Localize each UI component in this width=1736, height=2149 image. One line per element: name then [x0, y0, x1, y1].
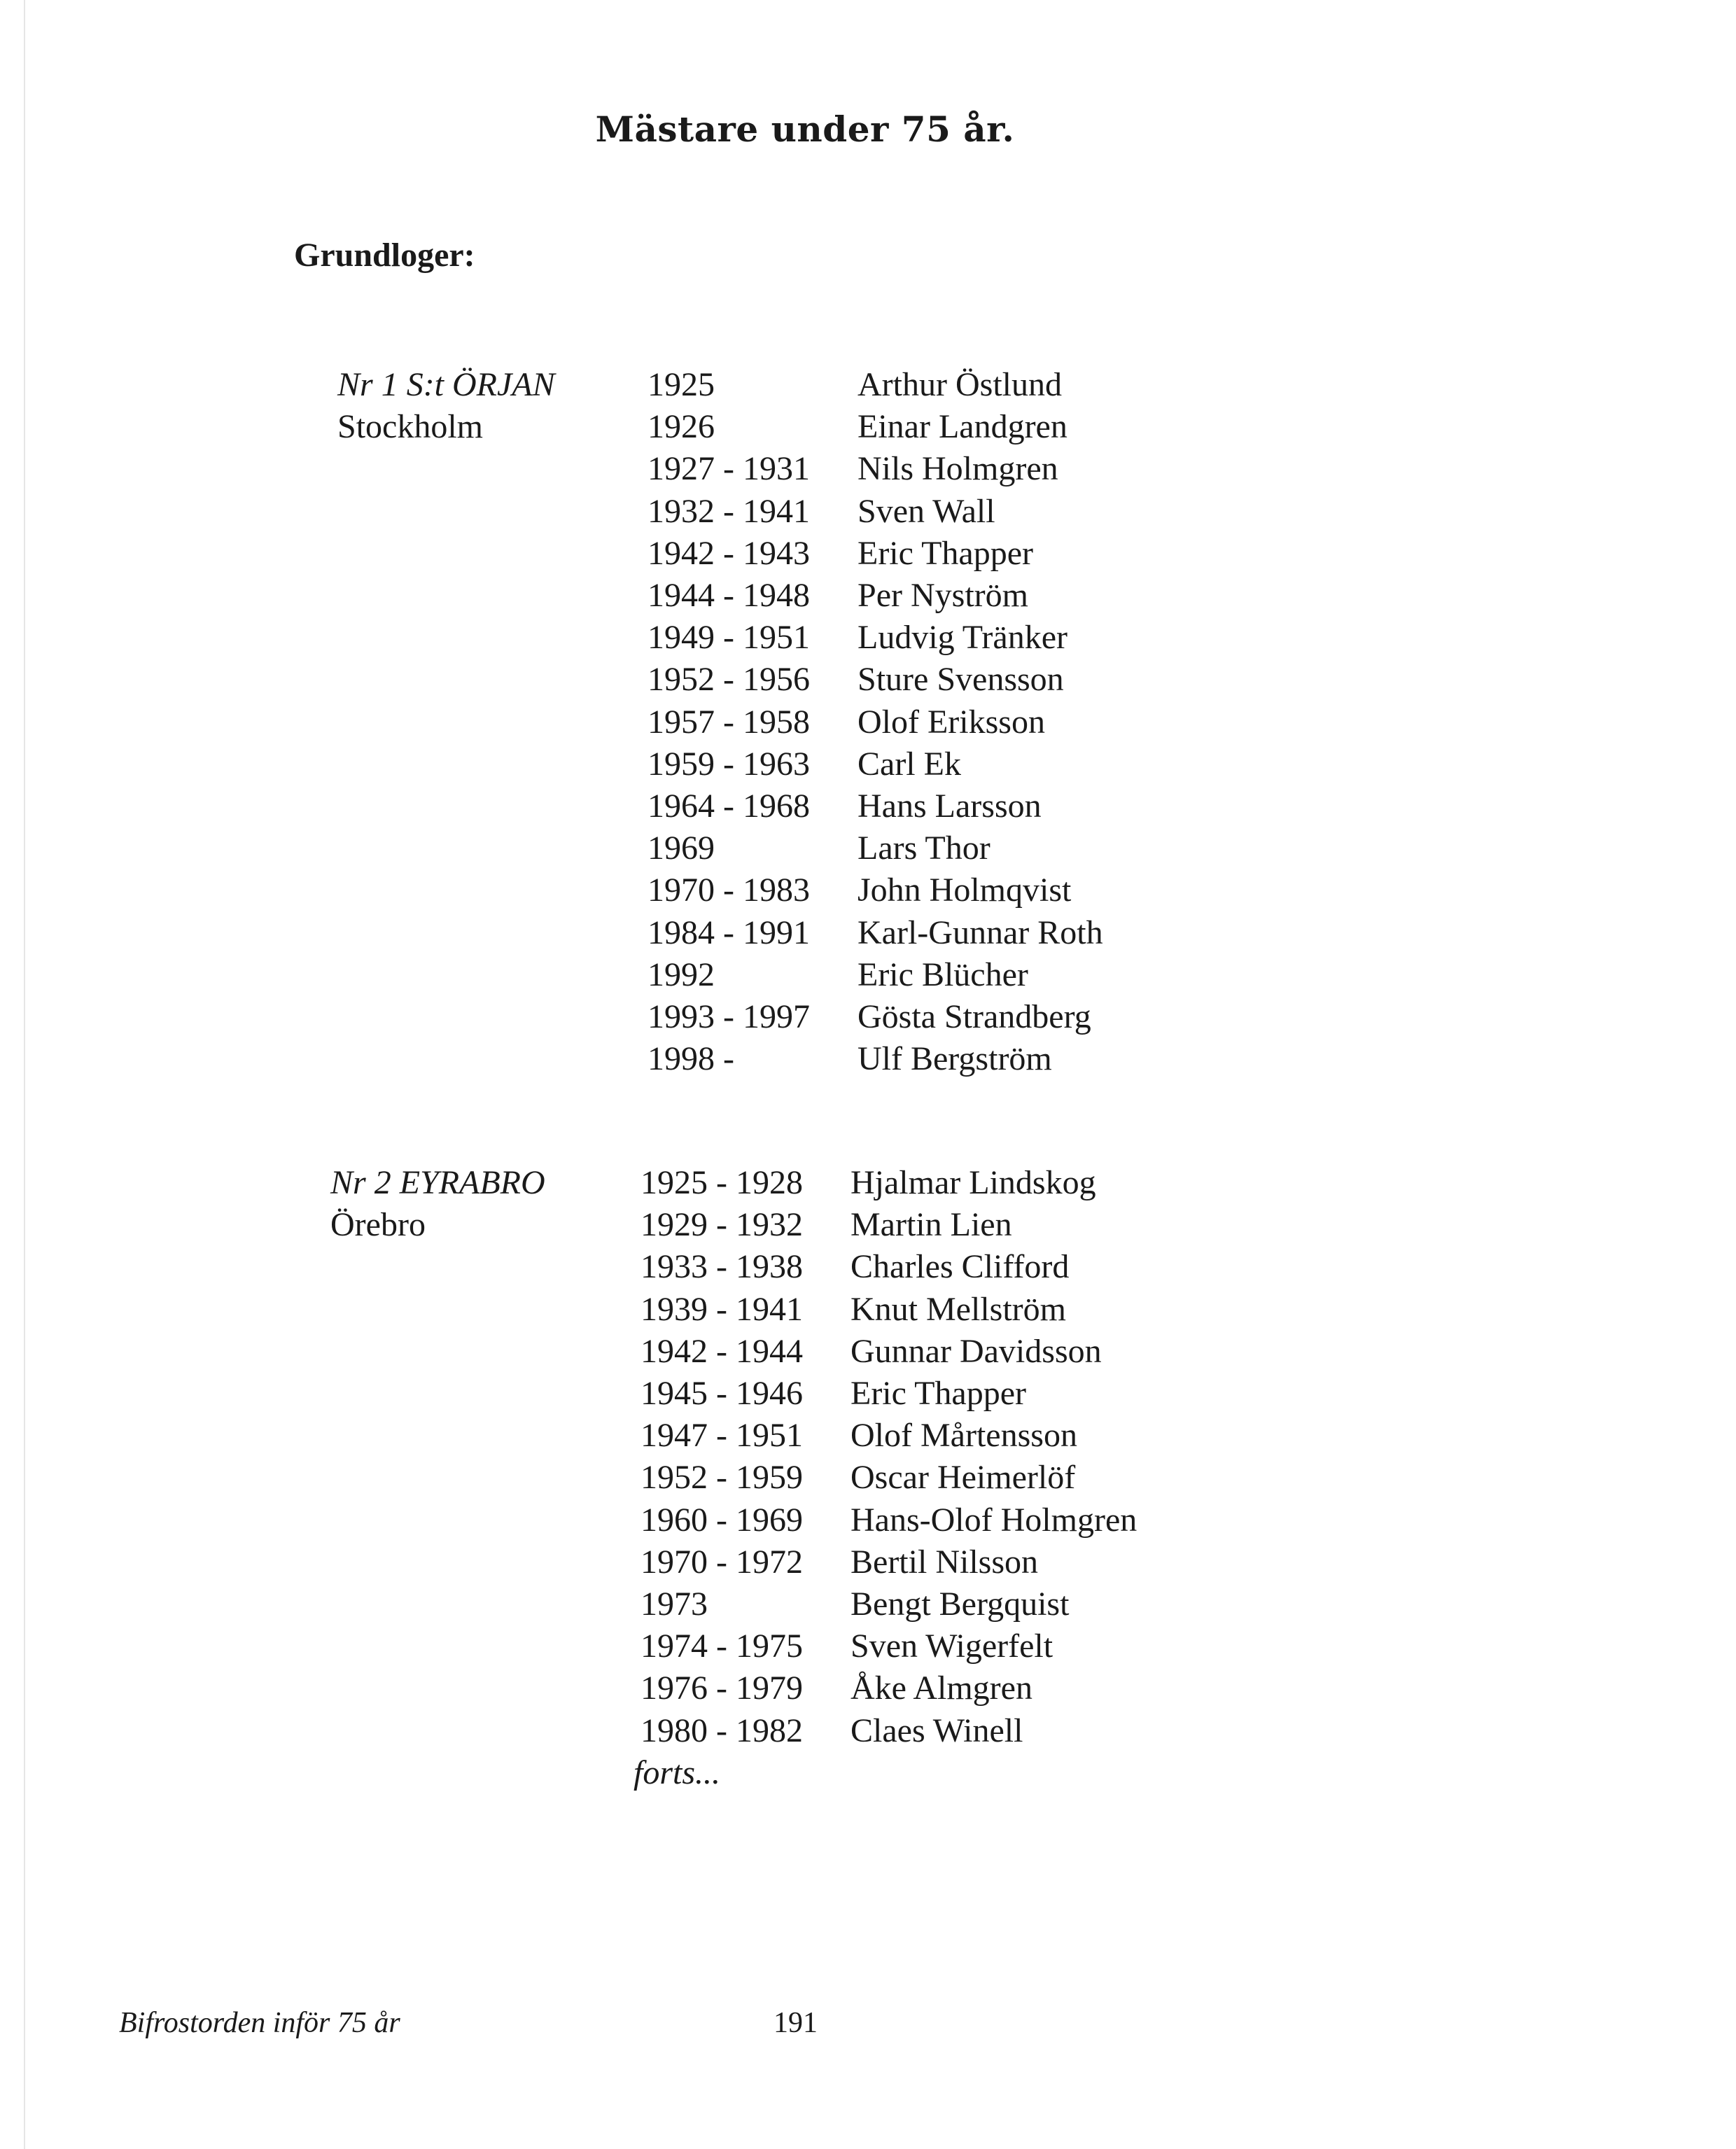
lodge-city: Örebro	[330, 1206, 426, 1243]
master-name: Bertil Nilsson	[850, 1544, 1039, 1581]
continued-note: forts...	[634, 1754, 721, 1791]
master-row	[648, 406, 1558, 448]
master-name: Per Nyström	[858, 577, 1028, 614]
master-name: Ulf Bergström	[858, 1040, 1052, 1077]
master-name: Olof Mårtensson	[850, 1417, 1077, 1454]
lodge-name: Nr 1 S:t ÖRJAN	[337, 366, 555, 403]
section-heading: Grundloger:	[294, 237, 475, 274]
master-years: 1939 - 1941	[640, 1291, 803, 1328]
master-name: Sven Wall	[858, 493, 995, 530]
lodge-name: Nr 2 EYRABRO	[330, 1164, 545, 1201]
master-years: 1926	[648, 408, 715, 445]
master-row	[640, 1373, 1550, 1415]
master-row	[648, 701, 1558, 743]
master-row	[640, 1204, 1550, 1246]
master-name: Carl Ek	[858, 746, 961, 783]
master-years: 1929 - 1932	[640, 1206, 803, 1243]
master-name: Sven Wigerfelt	[850, 1628, 1054, 1665]
master-name: Gösta Strandberg	[858, 998, 1091, 1035]
master-years: 1992	[648, 956, 715, 993]
master-years: 1942 - 1944	[640, 1333, 803, 1370]
master-name: Martin Lien	[850, 1206, 1012, 1243]
master-row	[648, 869, 1558, 911]
master-years: 1933 - 1938	[640, 1248, 803, 1285]
master-name: Karl-Gunnar Roth	[858, 914, 1103, 951]
master-row	[648, 617, 1558, 659]
master-years: 1957 - 1958	[648, 704, 810, 741]
master-name: Bengt Bergquist	[850, 1586, 1070, 1623]
master-years: 1927 - 1931	[648, 450, 810, 487]
master-name: Sture Svensson	[858, 661, 1064, 698]
master-name: Eric Thapper	[850, 1375, 1026, 1412]
master-years: 1952 - 1959	[640, 1459, 803, 1496]
master-years: 1944 - 1948	[648, 577, 810, 614]
master-name: Charles Clifford	[850, 1248, 1070, 1285]
master-years: 1973	[640, 1586, 708, 1623]
master-years: 1993 - 1997	[648, 998, 810, 1035]
footer-page-number: 191	[774, 2007, 818, 2039]
master-row	[640, 1246, 1550, 1288]
master-name: Gunnar Davidsson	[850, 1333, 1102, 1370]
master-name: Lars Thor	[858, 830, 990, 867]
master-years: 1942 - 1943	[648, 535, 810, 572]
master-row	[648, 448, 1558, 490]
master-row	[640, 1457, 1550, 1499]
master-years: 1960 - 1969	[640, 1502, 803, 1539]
master-row	[640, 1710, 1550, 1752]
footer-book-title: Bifrostorden inför 75 år	[119, 2007, 400, 2039]
master-row	[648, 575, 1558, 617]
master-row	[640, 1625, 1550, 1667]
master-row	[640, 1583, 1550, 1625]
master-row	[640, 1415, 1550, 1457]
master-row	[648, 912, 1558, 954]
lodge-city: Stockholm	[337, 408, 484, 445]
master-years: 1964 - 1968	[648, 788, 810, 825]
master-row	[648, 659, 1558, 701]
master-row	[640, 1499, 1550, 1541]
master-row	[640, 1289, 1550, 1331]
master-name: Åke Almgren	[850, 1670, 1032, 1707]
master-years: 1984 - 1991	[648, 914, 810, 951]
master-years: 1932 - 1941	[648, 493, 810, 530]
master-name: Nils Holmgren	[858, 450, 1058, 487]
master-years: 1970 - 1972	[640, 1544, 803, 1581]
master-name: John Holmqvist	[858, 872, 1072, 909]
master-row	[648, 491, 1558, 533]
master-name: Arthur Östlund	[858, 366, 1062, 403]
master-years: 1945 - 1946	[640, 1375, 803, 1412]
master-row	[648, 954, 1558, 996]
master-name: Olof Eriksson	[858, 704, 1045, 741]
master-name: Hans Larsson	[858, 788, 1042, 825]
master-years: 1959 - 1963	[648, 746, 810, 783]
master-years: 1976 - 1979	[640, 1670, 803, 1707]
master-name: Einar Landgren	[858, 408, 1068, 445]
master-years: 1998 -	[648, 1040, 734, 1077]
master-row	[648, 743, 1558, 785]
master-name: Knut Mellström	[850, 1291, 1066, 1328]
master-name: Oscar Heimerlöf	[850, 1459, 1076, 1496]
master-name: Hjalmar Lindskog	[850, 1164, 1096, 1201]
master-years: 1974 - 1975	[640, 1628, 803, 1665]
master-years: 1925 - 1928	[640, 1164, 803, 1201]
master-row	[648, 364, 1558, 406]
master-years: 1947 - 1951	[640, 1417, 803, 1454]
master-years: 1952 - 1956	[648, 661, 810, 698]
master-row	[648, 533, 1558, 575]
master-row	[648, 827, 1558, 869]
master-years: 1969	[648, 830, 715, 867]
master-row	[648, 1038, 1558, 1080]
master-years: 1925	[648, 366, 715, 403]
master-name: Claes Winell	[850, 1712, 1023, 1749]
master-years: 1970 - 1983	[648, 872, 810, 909]
master-years: 1949 - 1951	[648, 619, 810, 656]
master-row	[640, 1162, 1550, 1204]
master-years: 1980 - 1982	[640, 1712, 803, 1749]
master-name: Eric Thapper	[858, 535, 1033, 572]
master-name: Eric Blücher	[858, 956, 1028, 993]
master-row	[640, 1541, 1550, 1583]
master-name: Ludvig Tränker	[858, 619, 1068, 656]
master-row	[648, 785, 1558, 827]
master-name: Hans-Olof Holmgren	[850, 1502, 1138, 1539]
master-row	[648, 996, 1558, 1038]
page-title: Mästare under 75 år.	[595, 108, 1015, 150]
master-row	[640, 1667, 1550, 1709]
scan-edge	[24, 0, 25, 2149]
master-row	[640, 1331, 1550, 1373]
